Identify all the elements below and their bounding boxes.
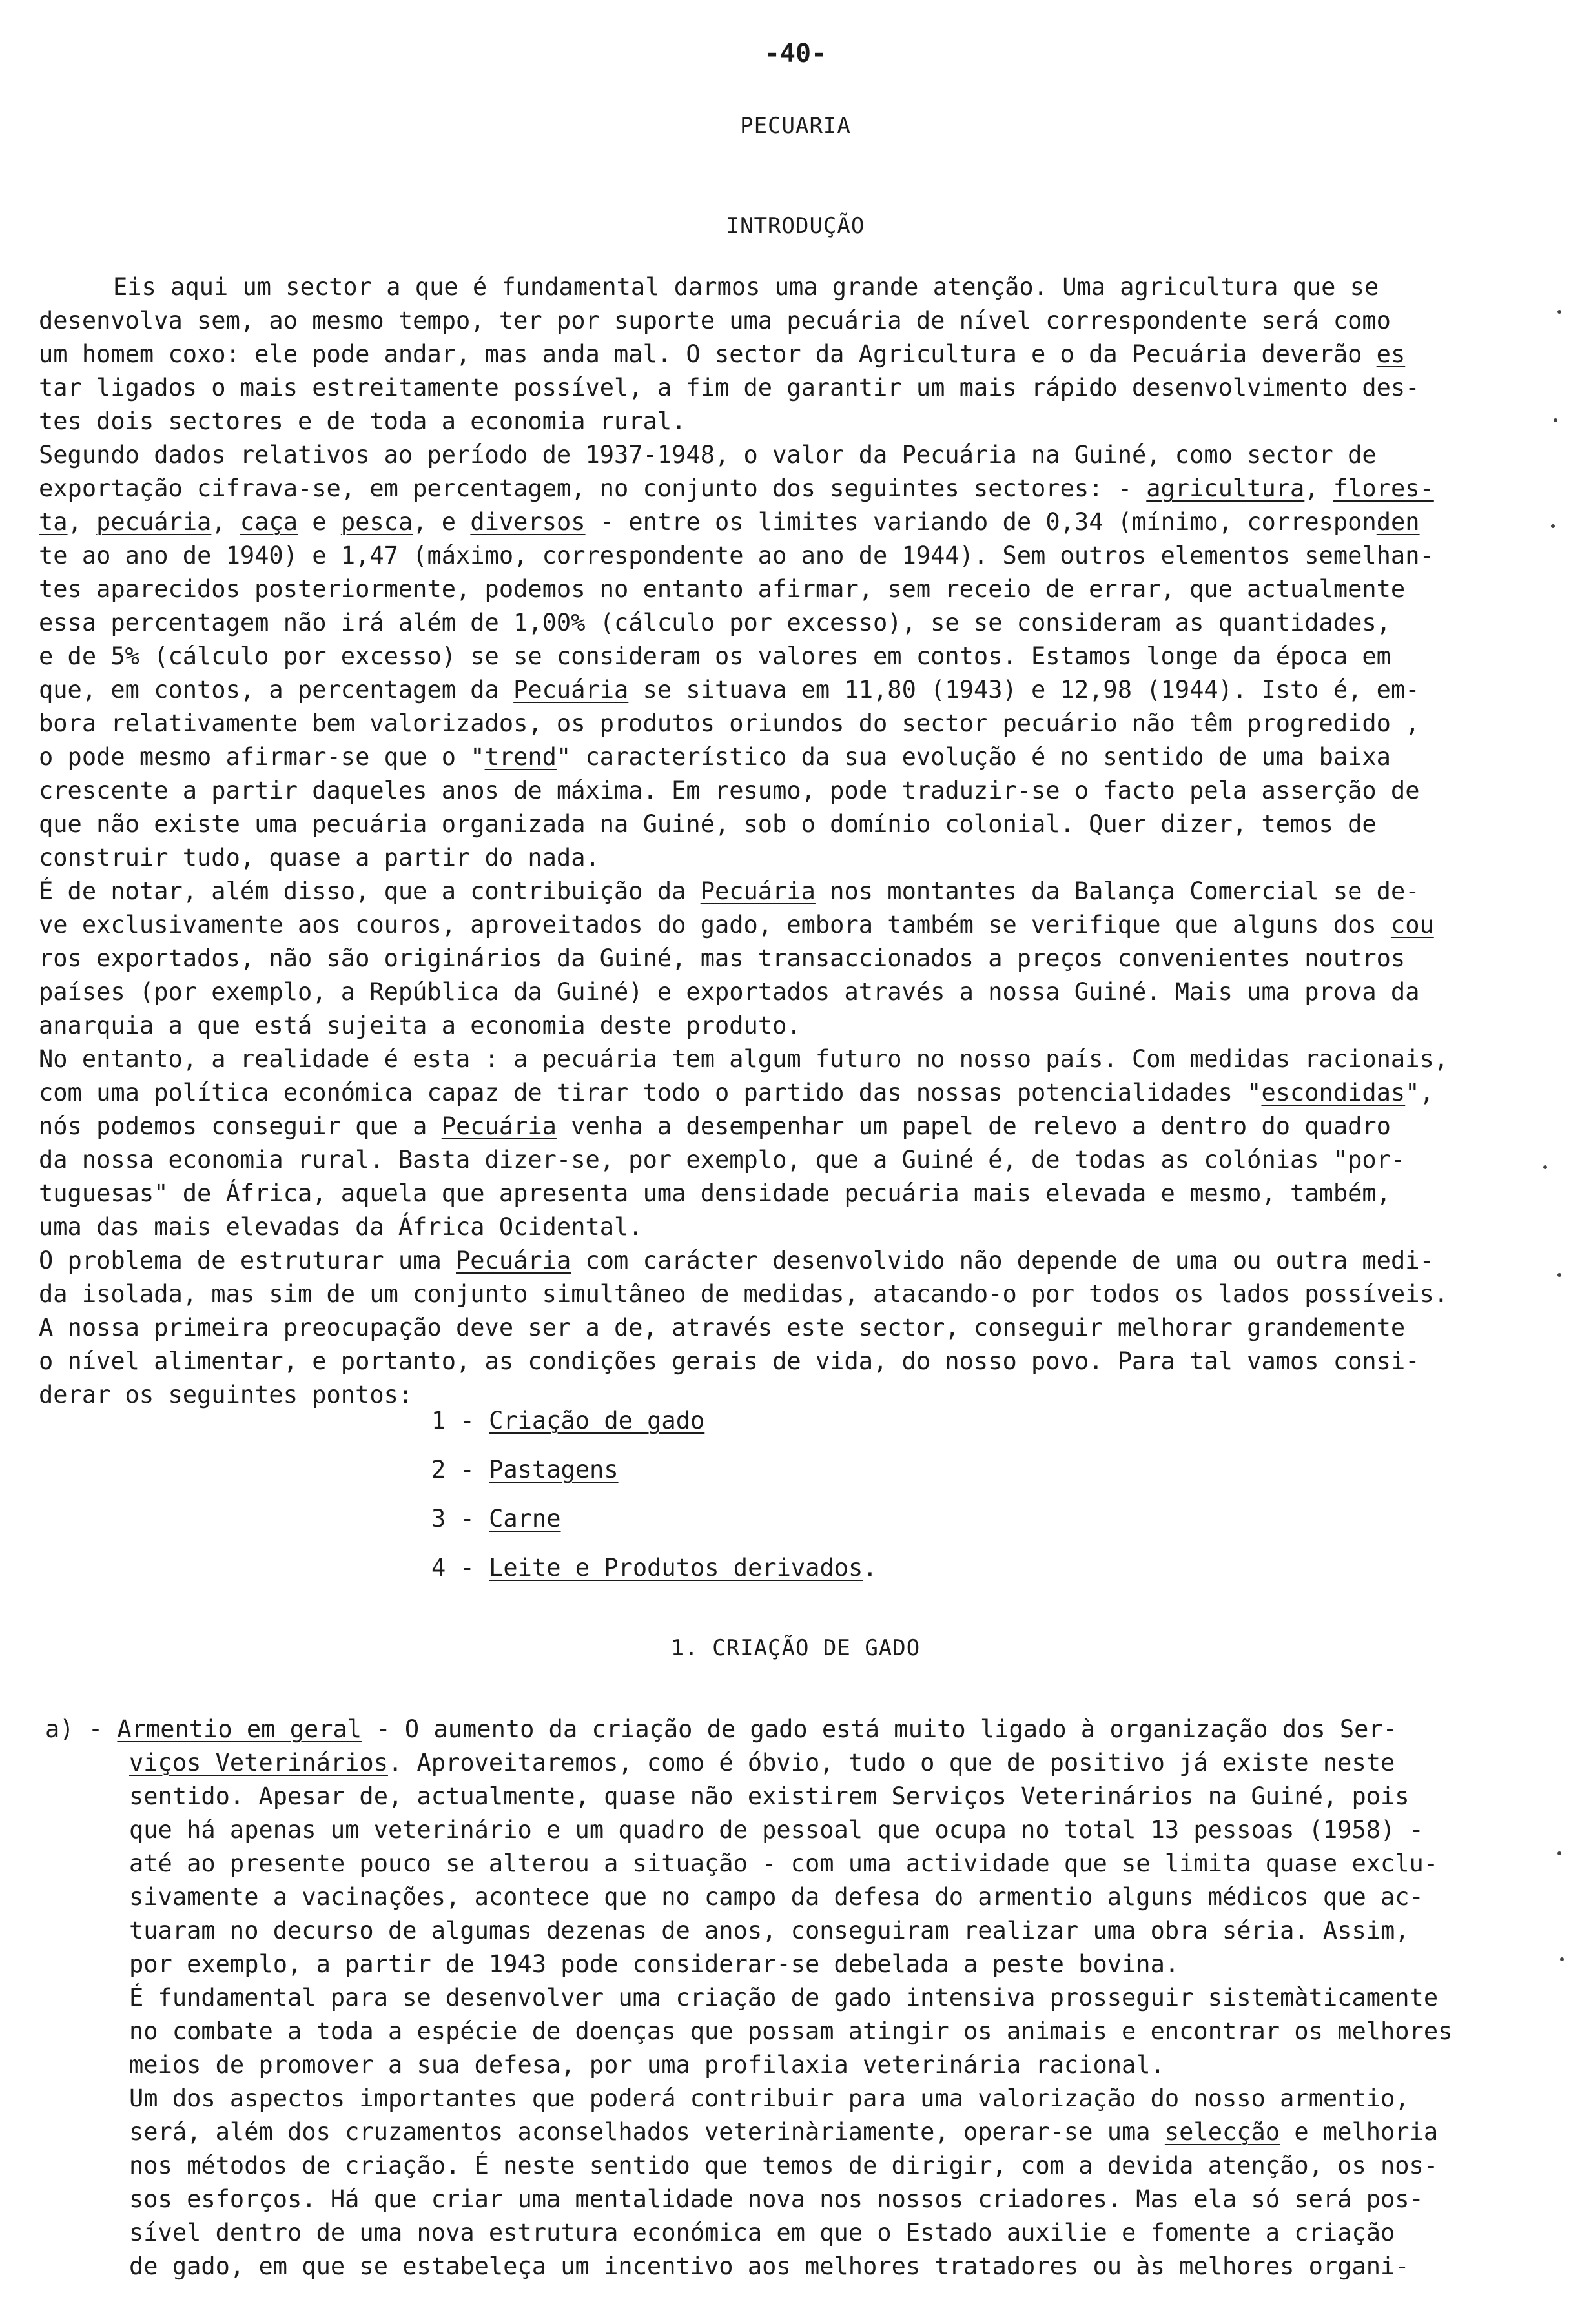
text-line: É fundamental para se desenvolver uma criação de gado intensiva prosseguir sistemàticamente — [129, 1984, 1439, 2012]
text-line: Um dos aspectos importantes que poderá contribuir para uma valorização do nosso armentio, — [129, 2084, 1410, 2112]
text-line: sível dentro de uma nova estrutura económica em que o Estado auxilie e fomente a criação — [129, 2219, 1395, 2247]
text-line: tes dois sectores e de toda a economia rural. — [39, 407, 686, 435]
text-line: da isolada, mas sim de um conjunto simultâneo de medidas, atacando-o por todos os lados possíveis. — [39, 1280, 1449, 1308]
list-item: 1 - Criação de gado — [431, 1407, 705, 1434]
text-line: No entanto, a realidade é esta : a pecuária tem algum futuro no nosso país. Com medidas racionais, — [39, 1045, 1449, 1073]
text-line: de gado, em que se estabeleça um incentivo aos melhores tratadores ou às melhores organi- — [129, 2252, 1410, 2280]
text-line: e de 5% (cálculo por excesso) se se consideram os valores em contos. Estamos longe da época em — [39, 642, 1391, 670]
text-line: meios de promover a sua defesa, por uma profilaxia veterinária racional. — [129, 2051, 1165, 2079]
text-line: te ao ano de 1940) e 1,47 (máximo, correspondente ao ano de 1944). Sem outros elementos semelhan- — [39, 542, 1434, 569]
text-line: crescente a partir daqueles anos de máxima. Em resumo, pode traduzir-se o facto pela asserção de — [39, 777, 1420, 804]
scan-speck — [1557, 1273, 1561, 1277]
text-line: A nossa primeira preocupação deve ser a de, através este sector, conseguir melhorar grandemente — [39, 1314, 1406, 1341]
text-line: sos esforços. Há que criar uma mentalidade nova nos nossos criadores. Mas ela só será pos- — [129, 2185, 1424, 2213]
text-line: sivamente a vacinações, acontece que no campo da defesa do armentio alguns médicos que ac- — [129, 1883, 1424, 1911]
text-line: países (por exemplo, a República da Guiné) e exportados através a nossa Guiné. Mais uma prova da — [39, 978, 1420, 1006]
text-line: ve exclusivamente aos couros, aproveitados do gado, embora também se verifique que alguns dos cou — [39, 911, 1434, 939]
text-line: viços Veterinários. Aproveitaremos, como é óbvio, tudo o que de positivo já existe neste — [129, 1749, 1395, 1777]
text-line: ta, pecuária, caça e pesca, e diversos - entre os limites variando de 0,34 (mínimo, corresponden — [39, 508, 1420, 536]
text-line: construir tudo, quase a partir do nada. — [39, 844, 600, 872]
text-line: um homem coxo: ele pode andar, mas anda mal. O sector da Agricultura e o da Pecuária deverão es — [39, 340, 1406, 368]
text-line: até ao presente pouco se alterou a situação - com uma actividade que se limita quase exclu- — [129, 1850, 1439, 1877]
text-line: essa percentagem não irá além de 1,00% (cálculo por excesso), se se consideram as quantidades, — [39, 609, 1391, 637]
text-line: no combate a toda a espécie de doenças que possam atingir os animais e encontrar os melhores — [129, 2017, 1453, 2045]
text-line: o nível alimentar, e portanto, as condições gerais de vida, do nosso povo. Para tal vamos consi- — [39, 1347, 1420, 1375]
section-heading-criacao-de-gado: 1. CRIAÇÃO DE GADO — [670, 1635, 921, 1661]
text-line: exportação cifrava-se, em percentagem, no conjunto dos seguintes sectores: - agricultura, flores- — [39, 474, 1434, 502]
scan-speck — [1557, 1851, 1561, 1855]
document-title: PECUARIA — [740, 113, 851, 139]
text-line: que há apenas um veterinário e um quadro de pessoal que ocupa no total 13 pessoas (1958) - — [129, 1816, 1424, 1844]
text-line: ros exportados, não são originários da Guiné, mas transaccionados a preços convenientes noutros — [39, 944, 1406, 972]
text-line: por exemplo, a partir de 1943 pode considerar-se debelada a peste bovina. — [129, 1950, 1180, 1978]
text-line: anarquia a que está sujeita a economia deste produto. — [39, 1012, 801, 1039]
text-line: o pode mesmo afirmar-se que o "trend" característico da sua evolução é no sentido de uma baixa — [39, 743, 1391, 771]
text-line: que não existe uma pecuária organizada na Guiné, sob o domínio colonial. Quer dizer, temos de — [39, 810, 1377, 838]
list-item: 4 - Leite e Produtos derivados. — [431, 1554, 878, 1582]
text-line: nos métodos de criação. É neste sentido que temos de dirigir, com a devida atenção, os nos- — [129, 2152, 1439, 2179]
text-line: com uma política económica capaz de tirar todo o partido das nossas potencialidades "escondidas", — [39, 1079, 1434, 1106]
text-line: será, além dos cruzamentos aconselhados veterinàriamente, operar-se uma selecção e melhoria — [129, 2118, 1439, 2146]
text-line: tuaram no decurso de algumas dezenas de anos, conseguiram realizar uma obra séria. Assim, — [129, 1917, 1410, 1944]
text-line: da nossa economia rural. Basta dizer-se, por exemplo, que a Guiné é, de todas as colónias "por- — [39, 1146, 1406, 1174]
text-line: sentido. Apesar de, actualmente, quase não existirem Serviços Veterinários na Guiné, pois — [129, 1782, 1410, 1810]
scan-speck — [1560, 1957, 1564, 1961]
page-number: -40- — [764, 39, 827, 68]
text-line: É de notar, além disso, que a contribuição da Pecuária nos montantes da Balança Comercial se de- — [39, 877, 1420, 905]
text-line: O problema de estruturar uma Pecuária com carácter desenvolvido não depende de uma ou outra medi- — [39, 1247, 1434, 1274]
scan-speck — [1557, 310, 1561, 314]
list-item: 2 - Pastagens — [431, 1456, 619, 1483]
text-line: bora relativamente bem valorizados, os produtos oriundos do sector pecuário não têm progredido , — [39, 709, 1420, 737]
text-line: a) - Armentio em geral - O aumento da criação de gado está muito ligado à organização dos Ser- — [45, 1715, 1397, 1743]
text-line: que, em contos, a percentagem da Pecuária se situava em 11,80 (1943) e 12,98 (1944). Isto é, em- — [39, 676, 1420, 704]
text-line: nós podemos conseguir que a Pecuária venha a desempenhar um papel de relevo a dentro do quadro — [39, 1112, 1391, 1140]
text-line: tuguesas" de África, aquela que apresenta uma densidade pecuária mais elevada e mesmo, também, — [39, 1179, 1391, 1207]
scan-speck — [1543, 1165, 1547, 1169]
text-line: uma das mais elevadas da África Ocidental. — [39, 1213, 643, 1241]
text-line: derar os seguintes pontos: — [39, 1381, 413, 1409]
scan-speck — [1551, 524, 1555, 528]
text-line: tes aparecidos posteriormente, podemos no entanto afirmar, sem receio de errar, que actualmente — [39, 575, 1406, 603]
text-line: Eis aqui um sector a que é fundamental darmos uma grande atenção. Uma agricultura que se — [113, 273, 1379, 301]
list-item: 3 - Carne — [431, 1505, 561, 1533]
scan-speck — [1554, 418, 1557, 422]
text-line: tar ligados o mais estreitamente possível, a fim de garantir um mais rápido desenvolvimento des- — [39, 374, 1420, 402]
text-line: Segundo dados relativos ao período de 1937-1948, o valor da Pecuária na Guiné, como sector de — [39, 441, 1377, 469]
text-line: desenvolva sem, ao mesmo tempo, ter por suporte uma pecuária de nível correspondente será como — [39, 307, 1391, 334]
section-heading-introduction: INTRODUÇÃO — [726, 213, 865, 239]
